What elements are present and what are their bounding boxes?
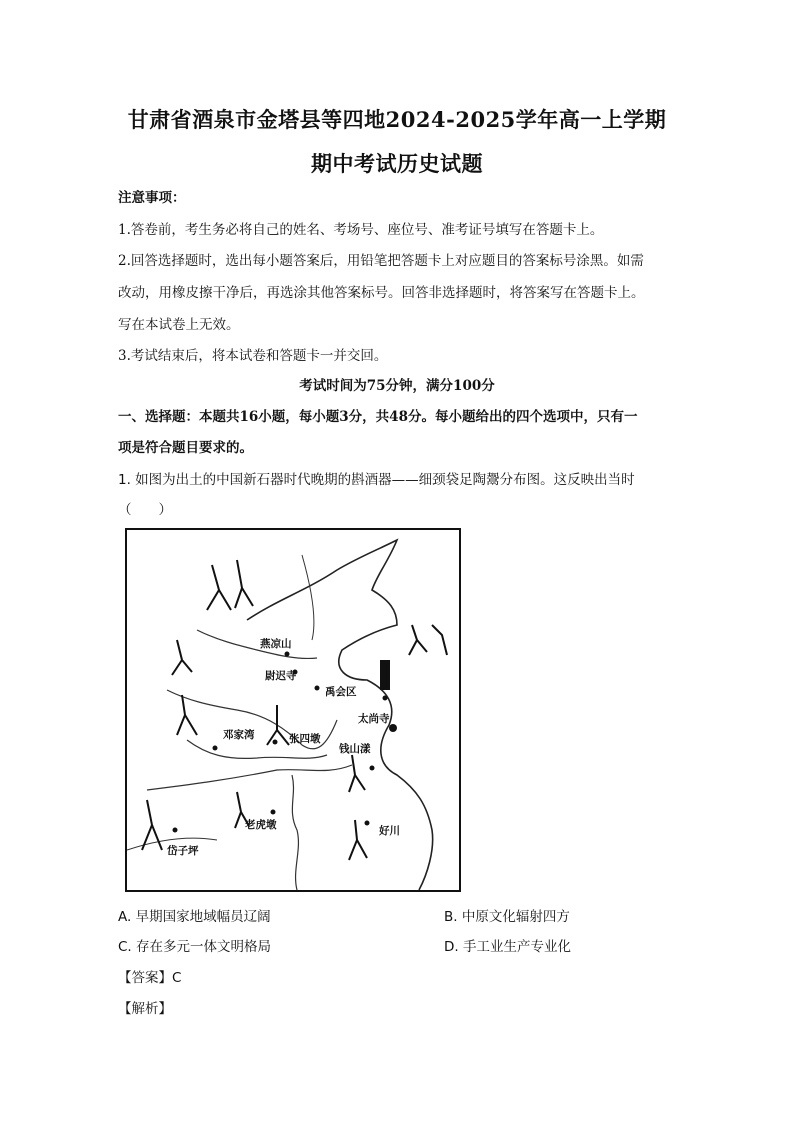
title-line-2: 期中考试历史试题 (311, 151, 483, 176)
label-yanliaoshan: 燕凉山 (260, 638, 292, 650)
title-line-1: 甘肃省酒泉市金塔县等四地2024-2025学年高一上学期 (127, 107, 667, 132)
time-info: 考试时间为75分钟，满分100分 (299, 378, 495, 394)
option-d: D. 手工业生产专业化 (444, 939, 571, 955)
question-1-stem: 1. 如图为出土的中国新石器时代晚期的斟酒器——细颈袋足陶鬶分布图。这反映出当时 (118, 472, 635, 488)
notice-item-2-end: 写在本试卷上无效。 (118, 317, 240, 333)
label-weichisi: 尉迟寺 (265, 670, 297, 682)
answer: 【答案】C (118, 970, 182, 986)
option-b: B. 中原文化辐射四方 (444, 909, 570, 925)
notice-item-3: 3.考试结束后，将本试卷和答题卡一并交回。 (118, 348, 388, 364)
label-dengjiawan: 邓家湾 (223, 729, 255, 741)
section-heading: 一、选择题：本题共16小题，每小题3分，共48分。每小题给出的四个选项中，只有一 (118, 409, 638, 425)
notice-item-2: 2.回答选择题时，选出每小题答案后，用铅笔把答题卡上对应题目的答案标号涂黑。如需 (118, 253, 644, 269)
question-1-paren: （ ） (118, 502, 172, 518)
analysis-heading: 【解析】 (118, 1001, 172, 1017)
label-taishangsi: 太尚寺 (358, 713, 390, 725)
map-drawing (127, 530, 459, 890)
pottery-distribution-map (125, 528, 461, 892)
label-qianshanyang: 钱山漾 (339, 743, 371, 755)
notice-header: 注意事项： (118, 190, 186, 206)
label-yuhuiqu: 禹会区 (325, 686, 357, 698)
label-zhangsidun: 张四墩 (289, 733, 321, 745)
label-haochuan: 好川 (379, 825, 400, 837)
option-c: C. 存在多元一体文明格局 (118, 939, 272, 955)
option-a: A. 早期国家地域幅员辽阔 (118, 909, 271, 925)
notice-item-2-cont: 改动，用橡皮擦干净后，再选涂其他答案标号。回答非选择题时，将答案写在答题卡上。 (118, 285, 645, 301)
section-heading-cont: 项是符合题目要求的。 (118, 440, 253, 456)
label-laohudun: 老虎墩 (245, 819, 277, 831)
notice-item-1: 1.答卷前，考生务必将自己的姓名、考场号、座位号、准考证号填写在答题卡上。 (118, 222, 604, 238)
label-daiziping: 岱子坪 (167, 845, 199, 857)
